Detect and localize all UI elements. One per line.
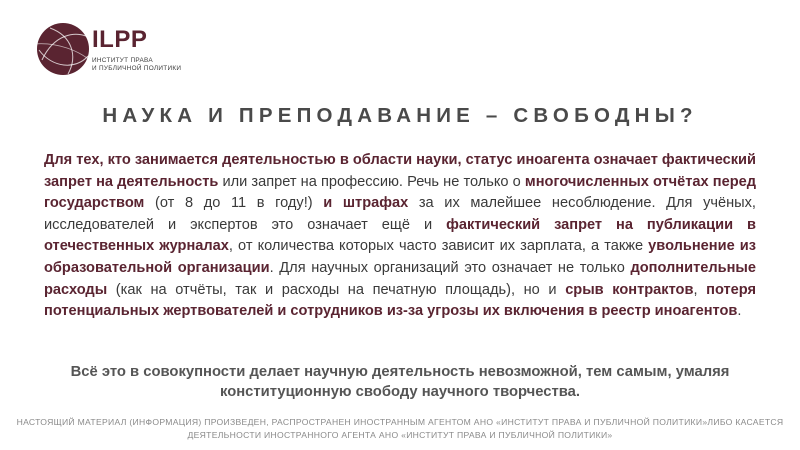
body-paragraph xyxy=(44,150,756,323)
paragraph-segment: увольнение из образовательной организации xyxy=(44,238,756,276)
conclusion-text: Всё это в совокупности делает научную деятельность невозможной, тем самым, умаляя конституционную свободу научного творчества. xyxy=(70,364,730,400)
paragraph-segment: (как на отчёты, так и расходы на печатную площадь), но и xyxy=(107,281,566,298)
brand-name: ILPP xyxy=(92,26,148,53)
paragraph-segment: . Для научных организаций это означает не только xyxy=(269,259,631,276)
paragraph-segment: (от 8 до 11 в году!) xyxy=(144,195,324,212)
paragraph-segment: срыв контрактов xyxy=(565,281,694,298)
ilpp-logo-icon xyxy=(28,20,98,78)
paragraph-segment: и штрафах xyxy=(323,195,409,212)
paragraph-segment: Для тех, кто занимается деятельностью в области науки, статус иноагента означает фактический запрет на деятельность xyxy=(44,152,756,190)
brand-subtitle xyxy=(92,57,181,73)
brand-subtitle-line-1: ИНСТИТУТ ПРАВА xyxy=(92,57,153,64)
paragraph-segment: , от количества которых часто зависит их зарплата, а также xyxy=(228,238,649,255)
page-title: НАУКА И ПРЕПОДАВАНИЕ – СВОБОДНЫ? xyxy=(102,104,698,127)
paragraph-segment: . xyxy=(737,303,742,320)
paragraph-segment: за их малейшее несоблюдение. Для учёных, исследователей и экспертов это означает ещё и xyxy=(44,195,756,233)
foreign-agent-disclaimer: НАСТОЯЩИЙ МАТЕРИАЛ (ИНФОРМАЦИЯ) ПРОИЗВЕДЕН, РАСПРОСТРАНЕН ИНОСТРАННЫМ АГЕНТОМ АНО «ИНСТИТУТ ПРАВА И ПУБЛИЧНОЙ ПОЛИТИКИ»ЛИБО КАСАЕТСЯ ДЕЯТЕЛЬНОСТИ ИНОСТРАННОГО АГЕНТА АНО «ИНСТИТУТ ПРАВА И ПУБЛИЧНОЙ ПОЛИТИКИ» xyxy=(16,417,784,440)
paragraph-segment: дополнительные расходы xyxy=(44,259,756,298)
brand-block xyxy=(92,28,181,73)
paragraph-segment: , xyxy=(693,281,707,298)
paragraph-segment: многочисленных отчётах перед государством xyxy=(44,173,756,212)
paragraph-segment: потеря потенциальных жертвователей и сотрудников из-за угрозы их включения в реестр иноагентов xyxy=(44,281,756,320)
brand-subtitle-line-2: И ПУБЛИЧНОЙ ПОЛИТИКИ xyxy=(92,65,182,72)
paragraph-segment: фактический запрет на публикации в отечественных журналах xyxy=(44,216,757,255)
paragraph-segment: или запрет на профессию. Речь не только о xyxy=(218,173,525,190)
